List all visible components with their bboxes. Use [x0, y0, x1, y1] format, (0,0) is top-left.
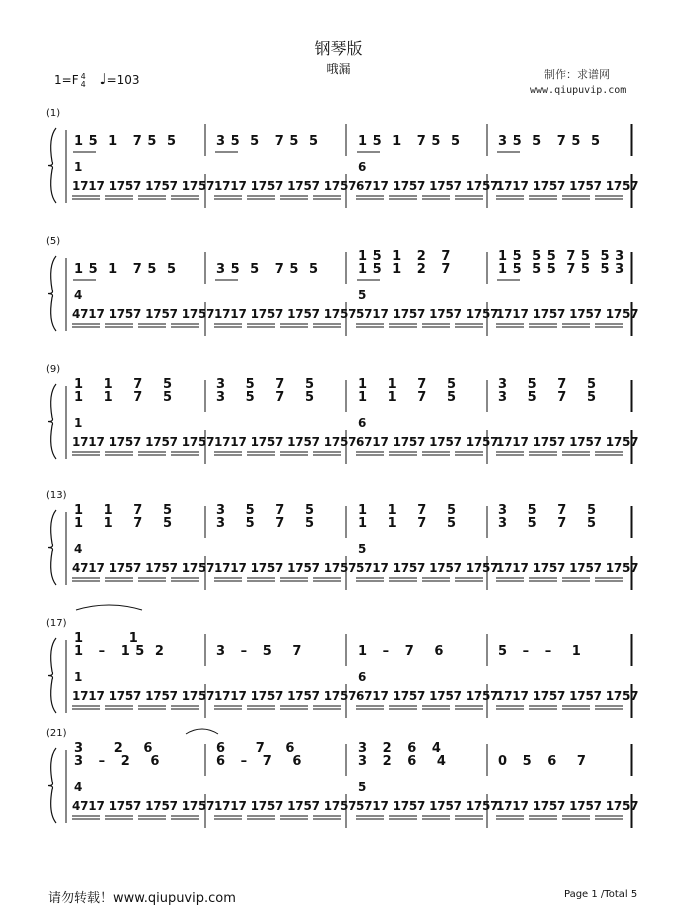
- bass-pattern: 1717 1757 1757 1757: [496, 307, 639, 321]
- score-title: 钢琴版: [314, 39, 363, 58]
- upper-notes: 1 1 7 5: [358, 516, 457, 531]
- upper-notes: 3 2 6 4: [358, 754, 447, 769]
- system-number: (5): [46, 236, 61, 247]
- upper-notes: 1 5 1 7 5 5: [358, 134, 461, 149]
- upper-notes: 3 5 7 5: [498, 516, 597, 531]
- grand-staff-brace: [48, 384, 56, 459]
- upper-notes: 3 – 5 7: [216, 644, 302, 659]
- bass-pattern: 1717 1757 1757 1757: [214, 689, 357, 703]
- upper-top-notes: 1 1 7 5: [74, 503, 173, 518]
- lower-extra-note: 1: [74, 670, 83, 684]
- bass-pattern: 5717 1757 1757 1757: [356, 561, 499, 575]
- bass-pattern: 4717 1757 1757 1757: [72, 799, 215, 813]
- upper-notes: 3 5 7 5: [498, 390, 597, 405]
- bass-pattern: 6717 1757 1757 1757: [356, 435, 499, 449]
- upper-top-notes: 1 1 7 5: [358, 377, 457, 392]
- upper-notes: 3 – 2 6: [74, 754, 160, 769]
- lower-extra-note: 6: [358, 160, 367, 174]
- upper-notes: 3 5 7 5: [216, 516, 315, 531]
- upper-notes: 5 – – 1: [498, 644, 582, 659]
- grand-staff-brace: [48, 748, 56, 823]
- grand-staff-brace: [48, 638, 56, 713]
- system-number: (1): [46, 108, 61, 119]
- upper-notes: 1 – 1 5 2: [74, 644, 165, 659]
- lower-extra-note: 5: [358, 780, 367, 794]
- bass-pattern: 1717 1757 1757 1757: [496, 689, 639, 703]
- time-denominator: 4: [80, 79, 86, 89]
- upper-notes: 3 5 5 7 5 5: [216, 134, 319, 149]
- page-indicator: Page 1 /Total 5: [564, 889, 638, 900]
- bass-pattern: 1717 1757 1757 1757: [496, 179, 639, 193]
- bass-pattern: 6717 1757 1757 1757: [356, 689, 499, 703]
- bass-pattern: 1717 1757 1757 1757: [72, 689, 215, 703]
- upper-top-notes: 3 2 6 4: [358, 741, 442, 756]
- bass-pattern: 1717 1757 1757 1757: [214, 799, 357, 813]
- upper-notes: 1 1 7 5: [358, 390, 457, 405]
- upper-notes: 1 5 1 7 5 5: [74, 134, 177, 149]
- bass-pattern: 1717 1757 1757 1757: [496, 561, 639, 575]
- bass-pattern: 1717 1757 1757 1757: [496, 435, 639, 449]
- site-url: www.qiupuvip.com: [530, 85, 627, 96]
- grand-staff-brace: [48, 510, 56, 585]
- upper-notes: 3 5 5 7 5 5: [216, 262, 319, 277]
- upper-notes: 1 5 5 5 7 5 5 3: [498, 262, 625, 277]
- lower-extra-note: 1: [74, 416, 83, 430]
- upper-notes: 1 5 1 2 7: [358, 262, 451, 277]
- quarter-note-icon: ♩: [99, 70, 107, 88]
- time-numerator: 4: [80, 71, 86, 81]
- upper-top-notes: 1 1: [74, 631, 139, 646]
- upper-notes: 1 – 7 6: [358, 644, 444, 659]
- system-number: (13): [46, 490, 67, 501]
- grand-staff-brace: [48, 128, 56, 203]
- upper-top-notes: 1 5 5 5 7 5 5 3: [498, 249, 625, 264]
- lower-extra-note: 5: [358, 288, 367, 302]
- upper-notes: 0 5 6 7: [498, 754, 587, 769]
- slur: [76, 605, 142, 610]
- upper-notes: 1 1 7 5: [74, 516, 173, 531]
- upper-top-notes: 6 7 6: [216, 741, 295, 756]
- upper-notes: 1 1 7 5: [74, 390, 173, 405]
- key-label: 1=F: [54, 73, 79, 87]
- bass-pattern: 6717 1757 1757 1757: [356, 179, 499, 193]
- upper-top-notes: 1 1 7 5: [358, 503, 457, 518]
- upper-notes: 3 5 5 7 5 5: [498, 134, 601, 149]
- bass-pattern: 1717 1757 1757 1757: [72, 179, 215, 193]
- system-number: (9): [46, 364, 61, 375]
- bass-pattern: 1717 1757 1757 1757: [214, 179, 357, 193]
- system-number: (17): [46, 618, 67, 629]
- footer-notice: 请勿转载！www.qiupuvip.com: [48, 891, 236, 906]
- lower-extra-note: 6: [358, 670, 367, 684]
- upper-top-notes: 3 2 6: [74, 741, 153, 756]
- bass-pattern: 1717 1757 1757 1757: [214, 307, 357, 321]
- bass-pattern: 1717 1757 1757 1757: [214, 561, 357, 575]
- lower-extra-note: 4: [74, 780, 83, 794]
- lower-extra-note: 1: [74, 160, 83, 174]
- upper-top-notes: 3 5 7 5: [216, 377, 315, 392]
- bass-pattern: 4717 1757 1757 1757: [72, 561, 215, 575]
- tempo-label: =103: [106, 73, 140, 87]
- grand-staff-brace: [48, 256, 56, 331]
- maker-credit: 制作：求谱网: [544, 68, 610, 81]
- bass-pattern: 1717 1757 1757 1757: [214, 435, 357, 449]
- upper-top-notes: 3 5 7 5: [216, 503, 315, 518]
- lower-extra-note: 5: [358, 542, 367, 556]
- upper-notes: 1 5 1 7 5 5: [74, 262, 177, 277]
- bass-pattern: 1717 1757 1757 1757: [496, 799, 639, 813]
- upper-notes: 6 – 7 6: [216, 754, 302, 769]
- lower-extra-note: 4: [74, 288, 83, 302]
- bass-pattern: 4717 1757 1757 1757: [72, 307, 215, 321]
- lower-extra-note: 4: [74, 542, 83, 556]
- score-subtitle: 哦漏: [326, 62, 351, 76]
- upper-top-notes: 3 5 7 5: [498, 377, 597, 392]
- bass-pattern: 1717 1757 1757 1757: [72, 435, 215, 449]
- upper-notes: 3 5 7 5: [216, 390, 315, 405]
- slur: [186, 729, 218, 734]
- upper-top-notes: 3 5 7 5: [498, 503, 597, 518]
- bass-pattern: 5717 1757 1757 1757: [356, 307, 499, 321]
- lower-extra-note: 6: [358, 416, 367, 430]
- upper-top-notes: 1 1 7 5: [74, 377, 173, 392]
- upper-top-notes: 1 5 1 2 7: [358, 249, 451, 264]
- system-number: (21): [46, 728, 67, 739]
- bass-pattern: 5717 1757 1757 1757: [356, 799, 499, 813]
